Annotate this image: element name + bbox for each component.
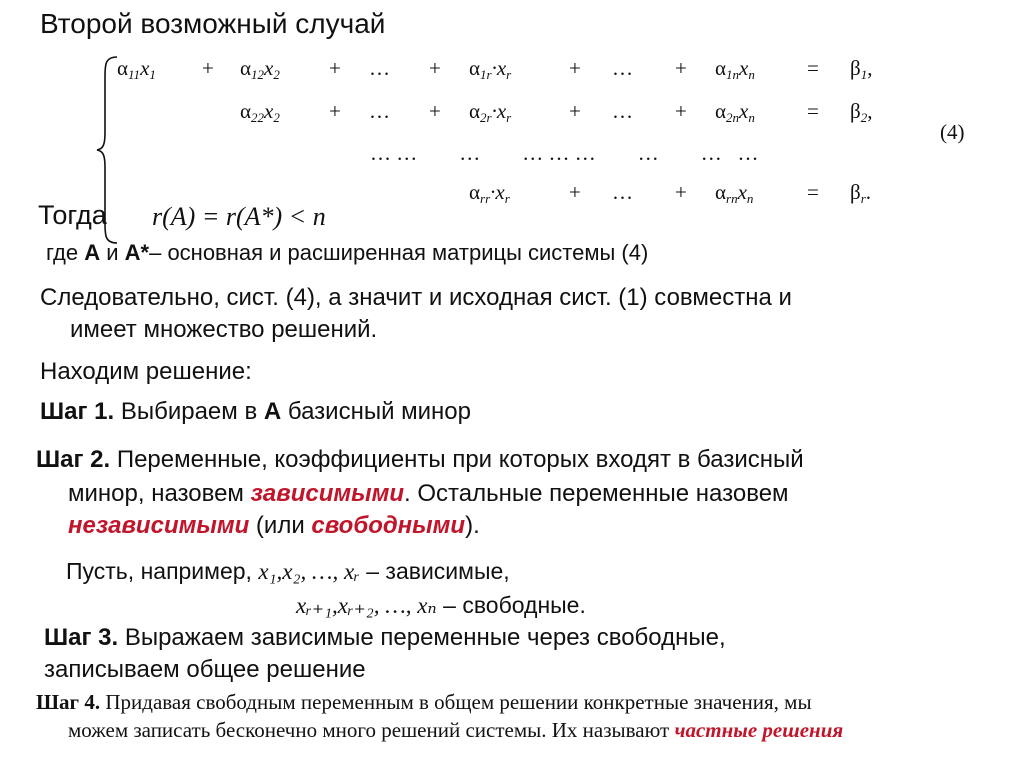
consequently-line-1: Следовательно, сист. (4), а значит и исходная сист. (1) совместна и [40,284,792,311]
step-1: Шаг 1. Выбираем в А базисный минор [40,398,472,425]
step-2-line-1: Шаг 2. Переменные, коэффициенты при которых входят в базисный [36,446,804,473]
matrix-definition: где A и A*– основная и расширенная матрицы системы (4) [46,240,649,265]
step-3-line-1: Шаг 3. Выражаем зависимые переменные через свободные, [44,624,726,651]
example-line-2: xᵣ₊₁,xᵣ₊₂, …, xₙ – свободные. [296,592,586,618]
system-row-4: $\alpha_{rr}\cdot x_r$ + … + $\alpha_{rn}x_n$ = $\beta_r$. [469,180,871,206]
find-solution: Находим решение: [40,358,252,385]
independent-term: независимыми [68,512,250,539]
equation-number: (4) [940,120,965,144]
step-2-line-2: минор, назовем зависимыми. Остальные переменные назовем [68,480,789,507]
dependent-term: зависимыми [250,480,405,507]
system-row-3: … … … … … … … … … [370,141,759,165]
consequently-line-2: имеет множество решений. [70,316,378,343]
system-row-2: $\alpha_{22}x_2$ + … + $\alpha_{2r}\cdot x_r$ + … + $\alpha_{2n}x_n$ = $\beta_2$, [240,99,873,125]
particular-solutions-term: частные решения [674,718,844,742]
step-3-line-2: записываем общее решение [44,656,366,683]
system-row-1: $\alpha_{11}x_1$ + $\alpha_{12}x_2$ + … + $\alpha_{1r}\cdot x_r$ + … + $\alpha_{1n}x_n$ = $\beta_1$, [117,56,873,82]
free-term: свободными [311,512,466,539]
togda-label: Тогда [38,200,107,230]
example-line-1: Пусть, например, x₁,x₂, …, xᵣ – зависимые, [66,558,510,584]
page-title: Второй возможный случай [40,8,386,39]
rank-formula: r(A) = r(A*) < n [152,202,326,231]
step-4-line-1: Шаг 4. Придавая свободным переменным в общем решении конкретные значения, мы [36,690,812,714]
step-4-line-2: можем записать бесконечно много решений системы. Их называют частные решения [68,718,844,742]
step-2-line-3: независимыми (или свободными). [68,512,480,539]
